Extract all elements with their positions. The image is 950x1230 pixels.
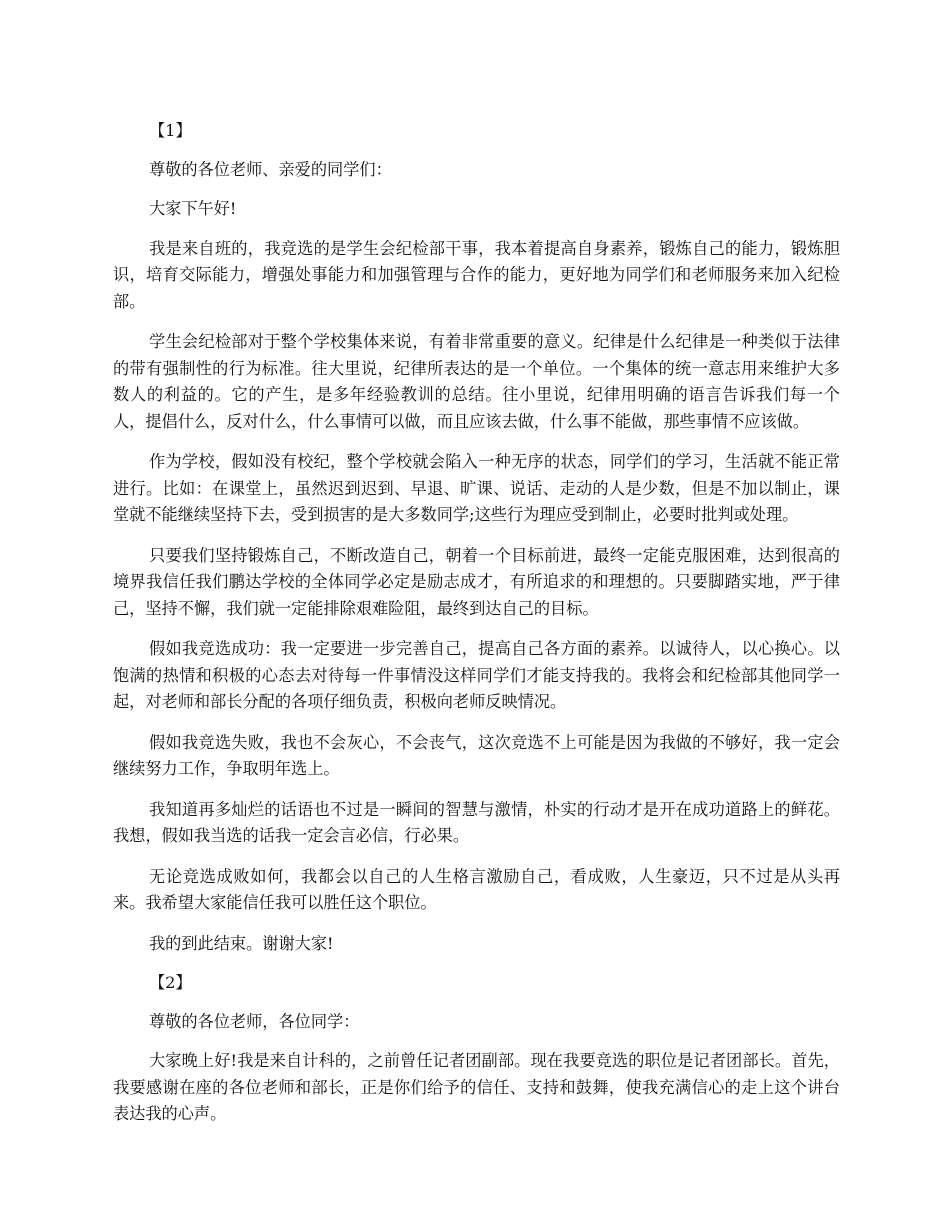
salutation: 尊敬的各位老师，各位同学： <box>149 1011 360 1031</box>
paragraph: 假如我竞选失败，我也不会灰心，不会丧气，这次竞选不上可能是因为我做的不够好，我一定会继续努力工作，争取明年选上。 <box>113 732 840 778</box>
greeting: 大家下午好! <box>149 199 237 218</box>
section-heading: 【2】 <box>149 973 192 992</box>
paragraph: 大家晚上好!我是来自计科的，之前曾任记者团副部。现在我要竞选的职位是记者团部长。首先，我要感谢在座的各位老师和部长，正是你们给予的信任、支持和鼓舞，使我充满信心的走上这个讲台表达我的心声。 <box>113 1051 840 1123</box>
paragraph: 学生会纪检部对于整个学校集体来说，有着非常重要的意义。纪律是什么纪律是一种类似于法律的带有强制性的行为标准。往大里说，纪律所表达的是一个单位。一个集体的统一意志用来维护大多数人的利益的。它的产生，是多年经验教训的总结。往小里说，纪律用明确的语言告诉我们每一个人，提倡什么，反对什么，什么事情可以做，而且应该去做，什么事不能做，那些事情不应该做。 <box>113 332 840 431</box>
section-1 <box>113 118 840 957</box>
section-heading: 【1】 <box>149 121 192 140</box>
paragraph: 我是来自班的，我竞选的是学生会纪检部干事，我本着提高自身素养，锻炼自己的能力，锻炼胆识，培育交际能力，增强处事能力和加强管理与合作的能力，更好地为同学们和老师服务来加入纪检部。 <box>113 238 840 311</box>
salutation: 尊敬的各位老师、亲爱的同学们： <box>149 159 392 179</box>
paragraph: 我知道再多灿烂的话语也不过是一瞬间的智慧与激情，朴实的行动才是开在成功道路上的鲜花。我想，假如我当选的话我一定会言必信，行必果。 <box>113 799 840 845</box>
section-2 <box>113 970 840 1128</box>
paragraph: 无论竞选成败如何，我都会以自己的人生格言激励自己，看成败，人生豪迈，只不过是从头再来。我希望大家能信任我可以胜任这个职位。 <box>113 866 840 912</box>
paragraph: 假如我竞选成功：我一定要进一步完善自己，提高自己各方面的素养。以诚待人，以心换心。以饱满的热情和积极的心态去对待每一件事情没这样同学们才能支持我的。我将会和纪检部其他同学一起，对老师和部长分配的各项仔细负责，积极向老师反映情况。 <box>113 639 840 711</box>
closing: 我的到此结束。谢谢大家! <box>149 933 334 953</box>
document-page <box>113 118 840 1142</box>
paragraph: 作为学校，假如没有校纪，整个学校就会陷入一种无序的状态，同学们的学习，生活就不能正常进行。比如：在课堂上，虽然迟到迟到、早退、旷课、说话、走动的人是少数，但是不加以制止，课堂就不能继续坚持下去，受到损害的是大多数同学;这些行为理应受到制止，必要时批判或处理。 <box>113 452 840 524</box>
paragraph: 只要我们坚持锻炼自己，不断改造自己，朝着一个目标前进，最终一定能克服困难，达到很高的境界我信任我们鹏达学校的全体同学必定是励志成才，有所追求的和理想的。只要脚踏实地，严于律己，坚持不懈，我们就一定能排除艰难险阻，最终到达自己的目标。 <box>113 545 840 618</box>
